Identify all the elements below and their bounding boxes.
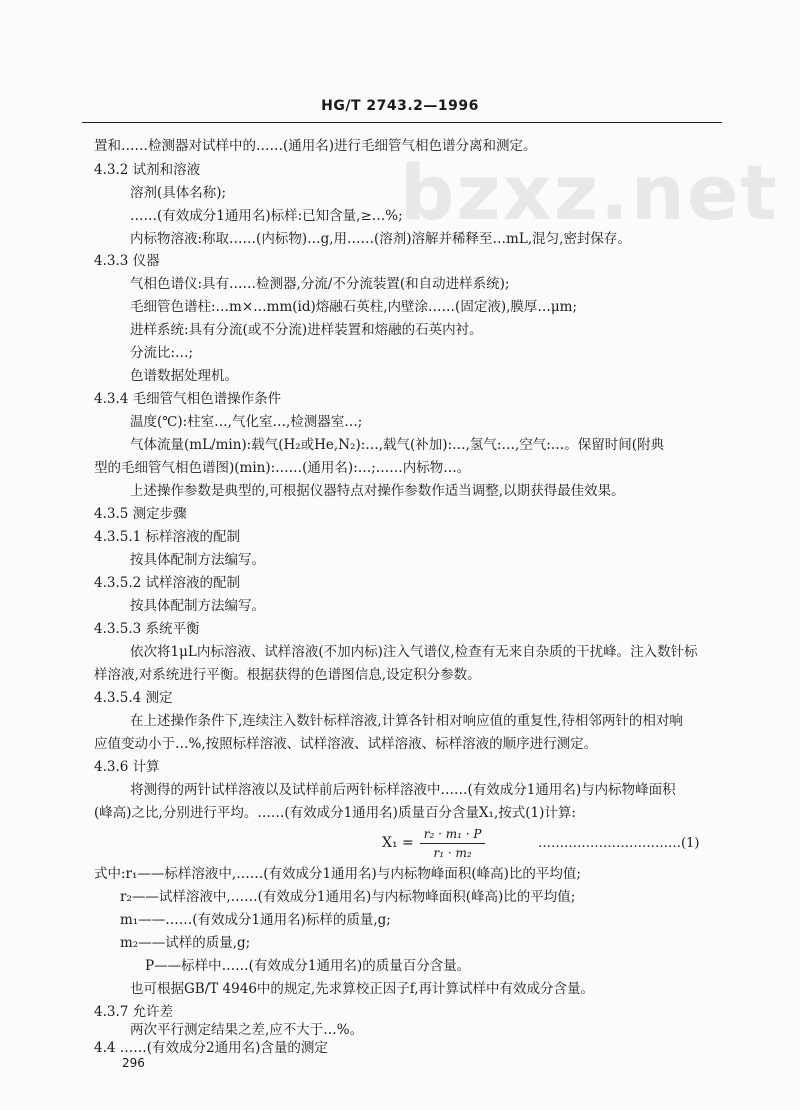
- section-heading: 4.4 ……(有效成分2通用名)含量的测定: [94, 1040, 328, 1056]
- paragraph-line: 两次平行测定结果之差,应不大于…%。: [130, 1022, 364, 1038]
- formula-fraction: [420, 827, 486, 860]
- variable-definition: m₂——试样的质量,g;: [120, 935, 251, 951]
- variable-definition: r₂——试样溶液中,……(有效成分1通用名)与内标物峰面积(峰高)比的平均值;: [120, 889, 576, 905]
- page-number: 296: [122, 1056, 145, 1070]
- paragraph-line: 毛细管色谱柱:…m×…mm(id)熔融石英柱,内壁涂……(固定液),膜厚…μm;: [130, 299, 577, 315]
- section-heading: 4.3.5.1 标样溶液的配制: [94, 529, 241, 545]
- section-heading: 4.3.7 允许差: [94, 1004, 174, 1020]
- paragraph-line: 也可根据GB/T 4946中的规定,先求算校正因子f,再计算试样中有效成分含量。: [130, 981, 595, 997]
- paragraph-line: 溶剂(具体名称);: [130, 185, 227, 201]
- section-heading: 4.3.2 试剂和溶液: [94, 162, 201, 178]
- paragraph-line: 应值变动小于…%,按照标样溶液、试样溶液、试样溶液、标样溶液的顺序进行测定。: [94, 736, 598, 752]
- paragraph-line: 将测得的两针试样溶液以及试样前后两针标样溶液中……(有效成分1通用名)与内标物峰面积: [130, 782, 676, 798]
- header-rule: [82, 122, 722, 123]
- formula-x1: [382, 826, 485, 860]
- paragraph-line: 内标物溶液:称取……(内标物)…g,用……(溶剂)溶解并稀释至…mL,混匀,密封保存。: [130, 231, 631, 247]
- paragraph-line: 置和……检测器对试样中的……(通用名)进行毛细管气相色谱分离和测定。: [94, 138, 537, 154]
- paragraph-line: 温度(℃):柱室…,气化室…,检测器室…;: [130, 414, 363, 430]
- paragraph-line: 上述操作参数是典型的,可根据仪器特点对操作参数作适当调整,以期获得最佳效果。: [130, 483, 625, 499]
- paragraph-line: 气体流量(mL/min):载气(H₂或He,N₂):…,载气(补加):…,氢气:…,空气:…。保留时间(附典: [130, 437, 665, 453]
- section-heading: 4.3.5.4 测定: [94, 690, 173, 706]
- section-heading: 4.3.5.2 试样溶液的配制: [94, 575, 241, 591]
- section-heading: 4.3.5.3 系统平衡: [94, 621, 200, 637]
- paragraph-line: 分流比:…;: [130, 345, 194, 361]
- standard-number: HG/T 2743.2—1996: [321, 98, 479, 114]
- section-heading: 4.3.5 测定步骤: [94, 506, 187, 522]
- variable-definition: P——标样中……(有效成分1通用名)的质量百分含量。: [145, 958, 471, 974]
- variable-definition: m₁——……(有效成分1通用名)标样的质量,g;: [120, 912, 391, 928]
- watermark: bzxz.net: [400, 148, 779, 237]
- paragraph-line: 在上述操作条件下,连续注入数针标样溶液,计算各针相对响应值的重复性,待相邻两针的相对响: [130, 713, 683, 729]
- formula-lhs: X₁ =: [382, 835, 414, 851]
- paragraph-line: 按具体配制方法编写。: [130, 552, 265, 568]
- paragraph-line: 依次将1μL内标溶液、试样溶液(不加内标)注入气谱仪,检查有无来自杂质的干扰峰。注入数针标: [130, 644, 698, 660]
- paragraph-line: ……(有效成分1通用名)标样:已知含量,≥…%;: [130, 208, 403, 224]
- section-heading: 4.3.6 计算: [94, 759, 160, 775]
- paragraph-line: (峰高)之比,分别进行平均。……(有效成分1通用名)质量百分含量X₁,按式(1)计算:: [94, 805, 576, 821]
- paragraph-line: 样溶液,对系统进行平衡。根据获得的色谱图信息,设定积分参数。: [94, 667, 481, 683]
- paragraph-line: 型的毛细管气相色谱图)(min):……(通用名):…;……内标物…。: [94, 460, 471, 476]
- variable-definition: 式中:r₁——标样溶液中,……(有效成分1通用名)与内标物峰面积(峰高)比的平均值;: [94, 866, 581, 882]
- section-heading: 4.3.4 毛细管气相色谱操作条件: [94, 391, 282, 407]
- paragraph-line: 气相色谱仪:具有……检测器,分流/不分流装置(和自动进样系统);: [130, 276, 510, 292]
- equation-number: ……………………………(1): [538, 836, 700, 851]
- formula-numerator: r₂ · m₁ · P: [420, 827, 486, 844]
- paragraph-line: 色谱数据处理机。: [130, 368, 238, 384]
- formula-denominator: r₁ · m₂: [433, 845, 472, 860]
- paragraph-line: 进样系统:具有分流(或不分流)进样装置和熔融的石英内衬。: [130, 322, 483, 338]
- paragraph-line: 按具体配制方法编写。: [130, 598, 265, 614]
- section-heading: 4.3.3 仪器: [94, 253, 160, 269]
